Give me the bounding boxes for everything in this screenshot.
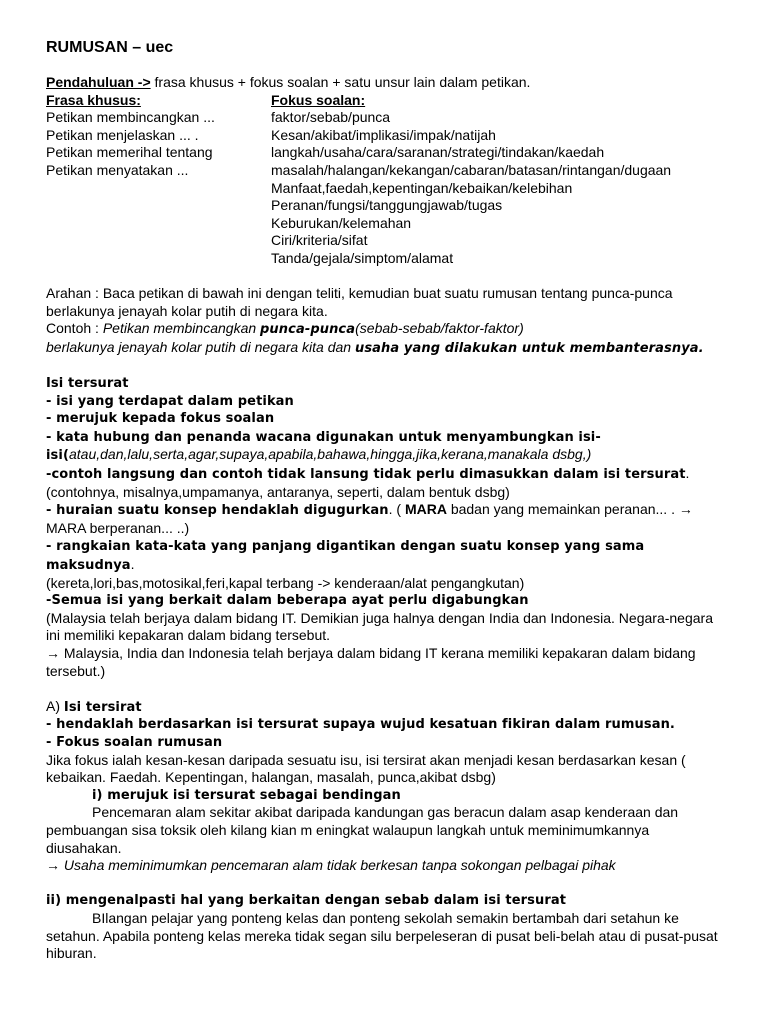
isi-tersurat-bullet <box>46 537 728 574</box>
contoh-label: Contoh : <box>46 320 103 337</box>
isi-tersirat-heading: Isi tersirat <box>63 699 142 715</box>
fokus-item: langkah/usaha/cara/saranan/strategi/tindakan/kaedah <box>271 144 605 161</box>
sub-heading: ii) mengenalpasti hal yang berkaitan dengan sebab dalam isi tersurat <box>46 893 567 909</box>
bullet-bold: - huraian suatu konsep hendaklah digugurkan <box>46 503 389 519</box>
fokus-soalan-column <box>271 92 728 268</box>
frasa-item: Petikan memerihal tentang <box>46 144 213 161</box>
bullet-note: (kereta,lori,bas,motosikal,feri,kapal terbang -> kenderaan/alat pengangkutan) <box>46 574 525 591</box>
frasa-fokus-table <box>46 92 728 268</box>
bullet-text: badan yang memainkan peranan... . → MARA berperanan... ..) <box>46 501 693 536</box>
sub-result: → Usaha meminimumkan pencemaran alam tidak berkesan tanpa sokongan pelbagai pihak <box>46 857 616 874</box>
bullet-bold: - rangkaian kata-kata yang panjang digantikan dengan suatu konsep yang sama maksudnya <box>46 539 645 574</box>
intro-label: Pendahuluan -> <box>46 74 151 90</box>
contoh-bold: punca-punca <box>260 322 356 338</box>
isi-tersirat-bullet: - hendaklah berdasarkan isi tersurat supaya wujud kesatuan fikiran dalam rumusan. <box>46 717 675 733</box>
bullet-bold: -contoh langsung dan contoh tidak lansung tidak perlu dimasukkan dalam isi tersurat <box>46 467 686 483</box>
isi-tersirat-heading-line <box>46 698 728 717</box>
bullet-note: → Malaysia, India dan Indonesia telah berjaya dalam bidang IT kerana memiliki kepakaran dalam bidang tersebut.) <box>46 645 696 679</box>
fokus-soalan-header: Fokus soalan: <box>271 91 366 108</box>
sub-heading: i) merujuk isi tersurat sebagai bendingan <box>92 787 401 803</box>
bullet-note: (contohnya, misalnya,umpamanya, antaranya, seperti, dalam bentuk dsbg) <box>46 483 510 500</box>
contoh-italic: berlakunya jenayah kolar putih di negara kita dan <box>46 338 355 355</box>
bullet-text: . ( <box>388 501 405 518</box>
fokus-item: faktor/sebab/punca <box>271 109 391 126</box>
fokus-item: Peranan/fungsi/tanggungjawab/tugas <box>271 197 503 214</box>
section-prefix: A) <box>46 697 64 714</box>
bullet-bold: - kata hubung dan penanda wacana digunakan untuk menyambungkan isi-isi( <box>46 429 601 464</box>
sub-paragraph: BIlangan pelajar yang ponteng kelas dan ponteng sekolah semakin bertambah dari setahun ke setahun. Apabila ponteng kelas mereka tidak segan silu berpeleseran di pusat beli-belah atau di pusat-pusat hiburan. <box>46 909 718 962</box>
isi-tersurat-bullet <box>46 428 728 465</box>
fokus-item: Tanda/gejala/simptom/alamat <box>271 249 454 266</box>
contoh-italic: Petikan membincangkan <box>102 320 261 337</box>
fokus-item: Kesan/akibat/implikasi/impak/natijah <box>271 126 496 143</box>
fokus-item: Manfaat,faedah,kepentingan/kebaikan/kelebihan <box>271 179 573 196</box>
fokus-item: masalah/halangan/kekangan/cabaran/batasan/rintangan/dugaan <box>271 161 672 178</box>
isi-tersurat-bullet: - merujuk kepada fokus soalan <box>46 411 275 427</box>
intro-line <box>46 74 728 92</box>
contoh-line <box>46 320 728 339</box>
bullet-italic: atau,dan,lalu,serta,agar,supaya,apabila,bahawa,hingga,jika,kerana,manakala dsbg,) <box>69 446 592 463</box>
frasa-khusus-header: Frasa khusus: <box>46 91 141 108</box>
frasa-item: Petikan menjelaskan ... . <box>46 126 199 143</box>
contoh-line-2 <box>46 339 728 358</box>
fokus-item: Ciri/kriteria/sifat <box>271 232 368 249</box>
sub-paragraph: Pencemaran alam sekitar akibat daripada kandungan gas beracun dalam asap kenderaan dan pembuangan sisa toksik oleh kilang kian m eningkat walaupun langkah untuk meminimumkannya diusahakan. <box>46 804 679 856</box>
frasa-khusus-column <box>46 92 271 268</box>
frasa-item: Petikan membincangkan ... <box>46 109 215 126</box>
intro-text: frasa khusus + fokus soalan + satu unsur lain dalam petikan. <box>150 74 531 90</box>
isi-tersurat-bullet: -Semua isi yang berkait dalam beberapa ayat perlu digabungkan <box>46 593 529 609</box>
mara-text: MARA <box>404 501 447 518</box>
contoh-bold: usaha yang dilakukan untuk membanterasnya. <box>354 340 704 356</box>
bullet-note: (Malaysia telah berjaya dalam bidang IT. Demikian juga halnya dengan India dan Indonesia. Negara-negara ini memiliki kepakaran dalam bidang tersebut. <box>46 609 713 644</box>
isi-tersurat-heading: Isi tersurat <box>46 376 129 392</box>
bullet-end: . <box>130 556 135 573</box>
arahan-text: Arahan : Baca petikan di bawah ini dengan teliti, kemudian buat suatu rumusan tentang punca-punca berlakunya jenayah kolar putih di negara kita. <box>46 285 673 319</box>
fokus-item: Keburukan/kelemahan <box>271 214 412 231</box>
frasa-item: Petikan menyatakan ... <box>46 161 189 178</box>
document-title: RUMUSAN – uec <box>46 39 174 56</box>
isi-tersurat-bullet: - isi yang terdapat dalam petikan <box>46 393 294 409</box>
isi-tersirat-paragraph: Jika fokus ialah kesan-kesan daripada sesuatu isu, isi tersirat akan menjadi kesan berdasarkan kesan ( kebaikan. Faedah. Kepentingan, halangan, masalah, punca,akibat dsbg) <box>46 751 686 786</box>
isi-tersirat-bullet: - Fokus soalan rumusan <box>46 734 223 750</box>
isi-tersurat-bullet <box>46 501 728 537</box>
isi-tersurat-bullet <box>46 465 728 484</box>
contoh-italic: (sebab-sebab/faktor-faktor) <box>355 320 524 337</box>
bullet-end: . <box>685 465 690 482</box>
